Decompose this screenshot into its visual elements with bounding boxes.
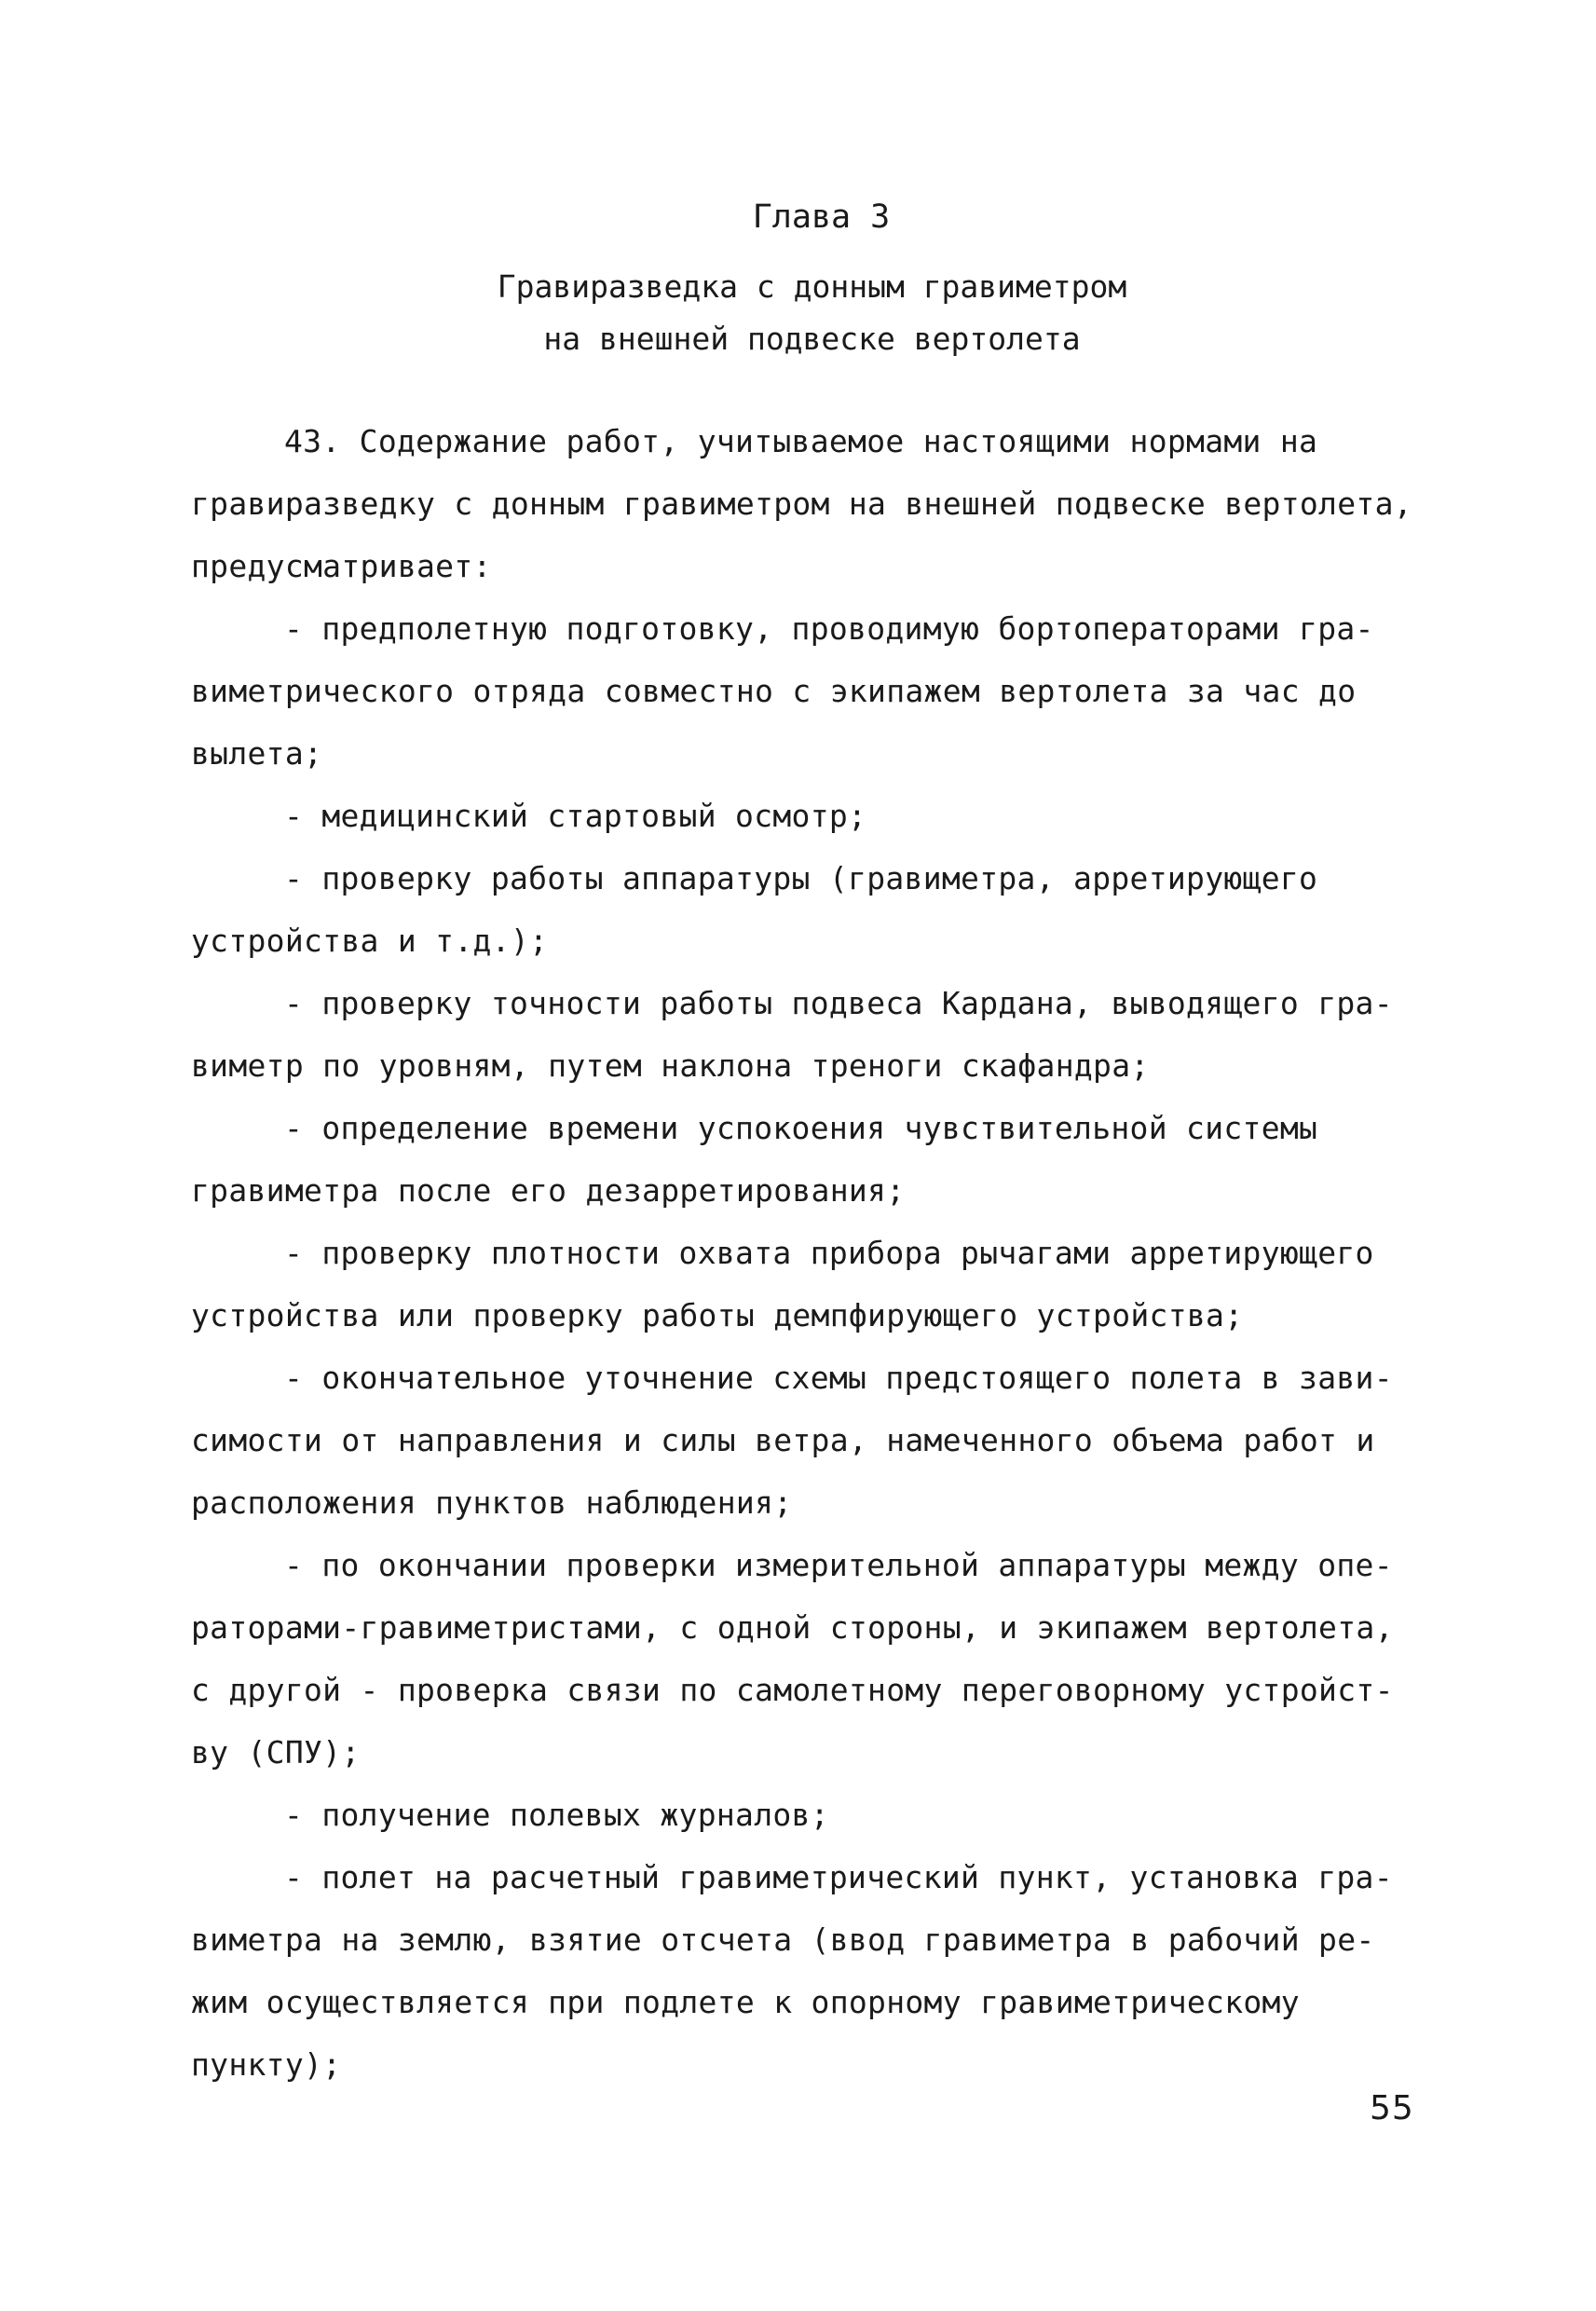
text-line: виметр по уровням, путем наклона треноги скафандра;	[191, 1047, 1150, 1084]
section-subtitle	[14, 261, 1596, 365]
text-line: - окончательное уточнение схемы предстоящего полета в зави-	[284, 1360, 1393, 1396]
text-line: предусматривает:	[191, 548, 492, 584]
text-line: 43. Содержание работ, учитываемое настоящими нормами на	[284, 423, 1318, 459]
text-line: устройства и т.д.);	[191, 923, 549, 959]
text-line: - по окончании проверки измерительной аппаратуры между опе-	[284, 1547, 1393, 1583]
text-line: - определение времени успокоения чувствительной системы	[284, 1110, 1318, 1146]
text-line: - проверку плотности охвата прибора рычагами арретирующего	[284, 1235, 1374, 1271]
chapter-title: Глава 3	[752, 198, 891, 236]
text-line: - предполетную подготовку, проводимую бортоператорами гра-	[284, 610, 1374, 647]
text-line: пункту);	[191, 2046, 342, 2083]
text-line: - получение полевых журналов;	[284, 1797, 829, 1833]
text-line: вылета;	[191, 735, 323, 772]
text-line: - проверку работы аппаратуры (гравиметра, арретирующего	[284, 860, 1318, 896]
text-line: виметрического отряда совместно с экипажем вертолета за час до	[191, 673, 1357, 709]
text-line: - медицинский стартовый осмотр;	[284, 798, 867, 834]
text-line: гравиметра после его дезарретирования;	[191, 1172, 906, 1209]
text-line: виметра на землю, взятие отсчета (ввод гравиметра в рабочий ре-	[191, 1921, 1375, 1958]
text-line: - проверку точности работы подвеса Кардана, выводящего гра-	[284, 985, 1393, 1021]
page-number: 55	[1370, 2089, 1414, 2127]
text-line: ву (СПУ);	[191, 1734, 361, 1771]
text-line: - полет на расчетный гравиметрический пункт, установка гра-	[284, 1859, 1393, 1895]
text-line: жим осуществляется при подлете к опорному гравиметрическому	[191, 1984, 1300, 2020]
text-line: симости от направления и силы ветра, намеченного объема работ и	[191, 1422, 1375, 1458]
text-line: с другой - проверка связи по самолетному переговорному устройст-	[191, 1672, 1394, 1708]
subtitle-line: Гравиразведка с донным гравиметром	[497, 268, 1127, 305]
text-line: устройства или проверку работы демпфирующего устройства;	[191, 1297, 1244, 1333]
body-text	[191, 410, 1421, 2096]
text-line: гравиразведку с донным гравиметром на внешней подвеске вертолета,	[191, 485, 1412, 522]
text-line: раторами-гравиметристами, с одной стороны, и экипажем вертолета,	[191, 1609, 1394, 1646]
subtitle-line: на внешней подвеске вертолета	[543, 321, 1081, 357]
text-line: расположения пунктов наблюдения;	[191, 1484, 793, 1521]
